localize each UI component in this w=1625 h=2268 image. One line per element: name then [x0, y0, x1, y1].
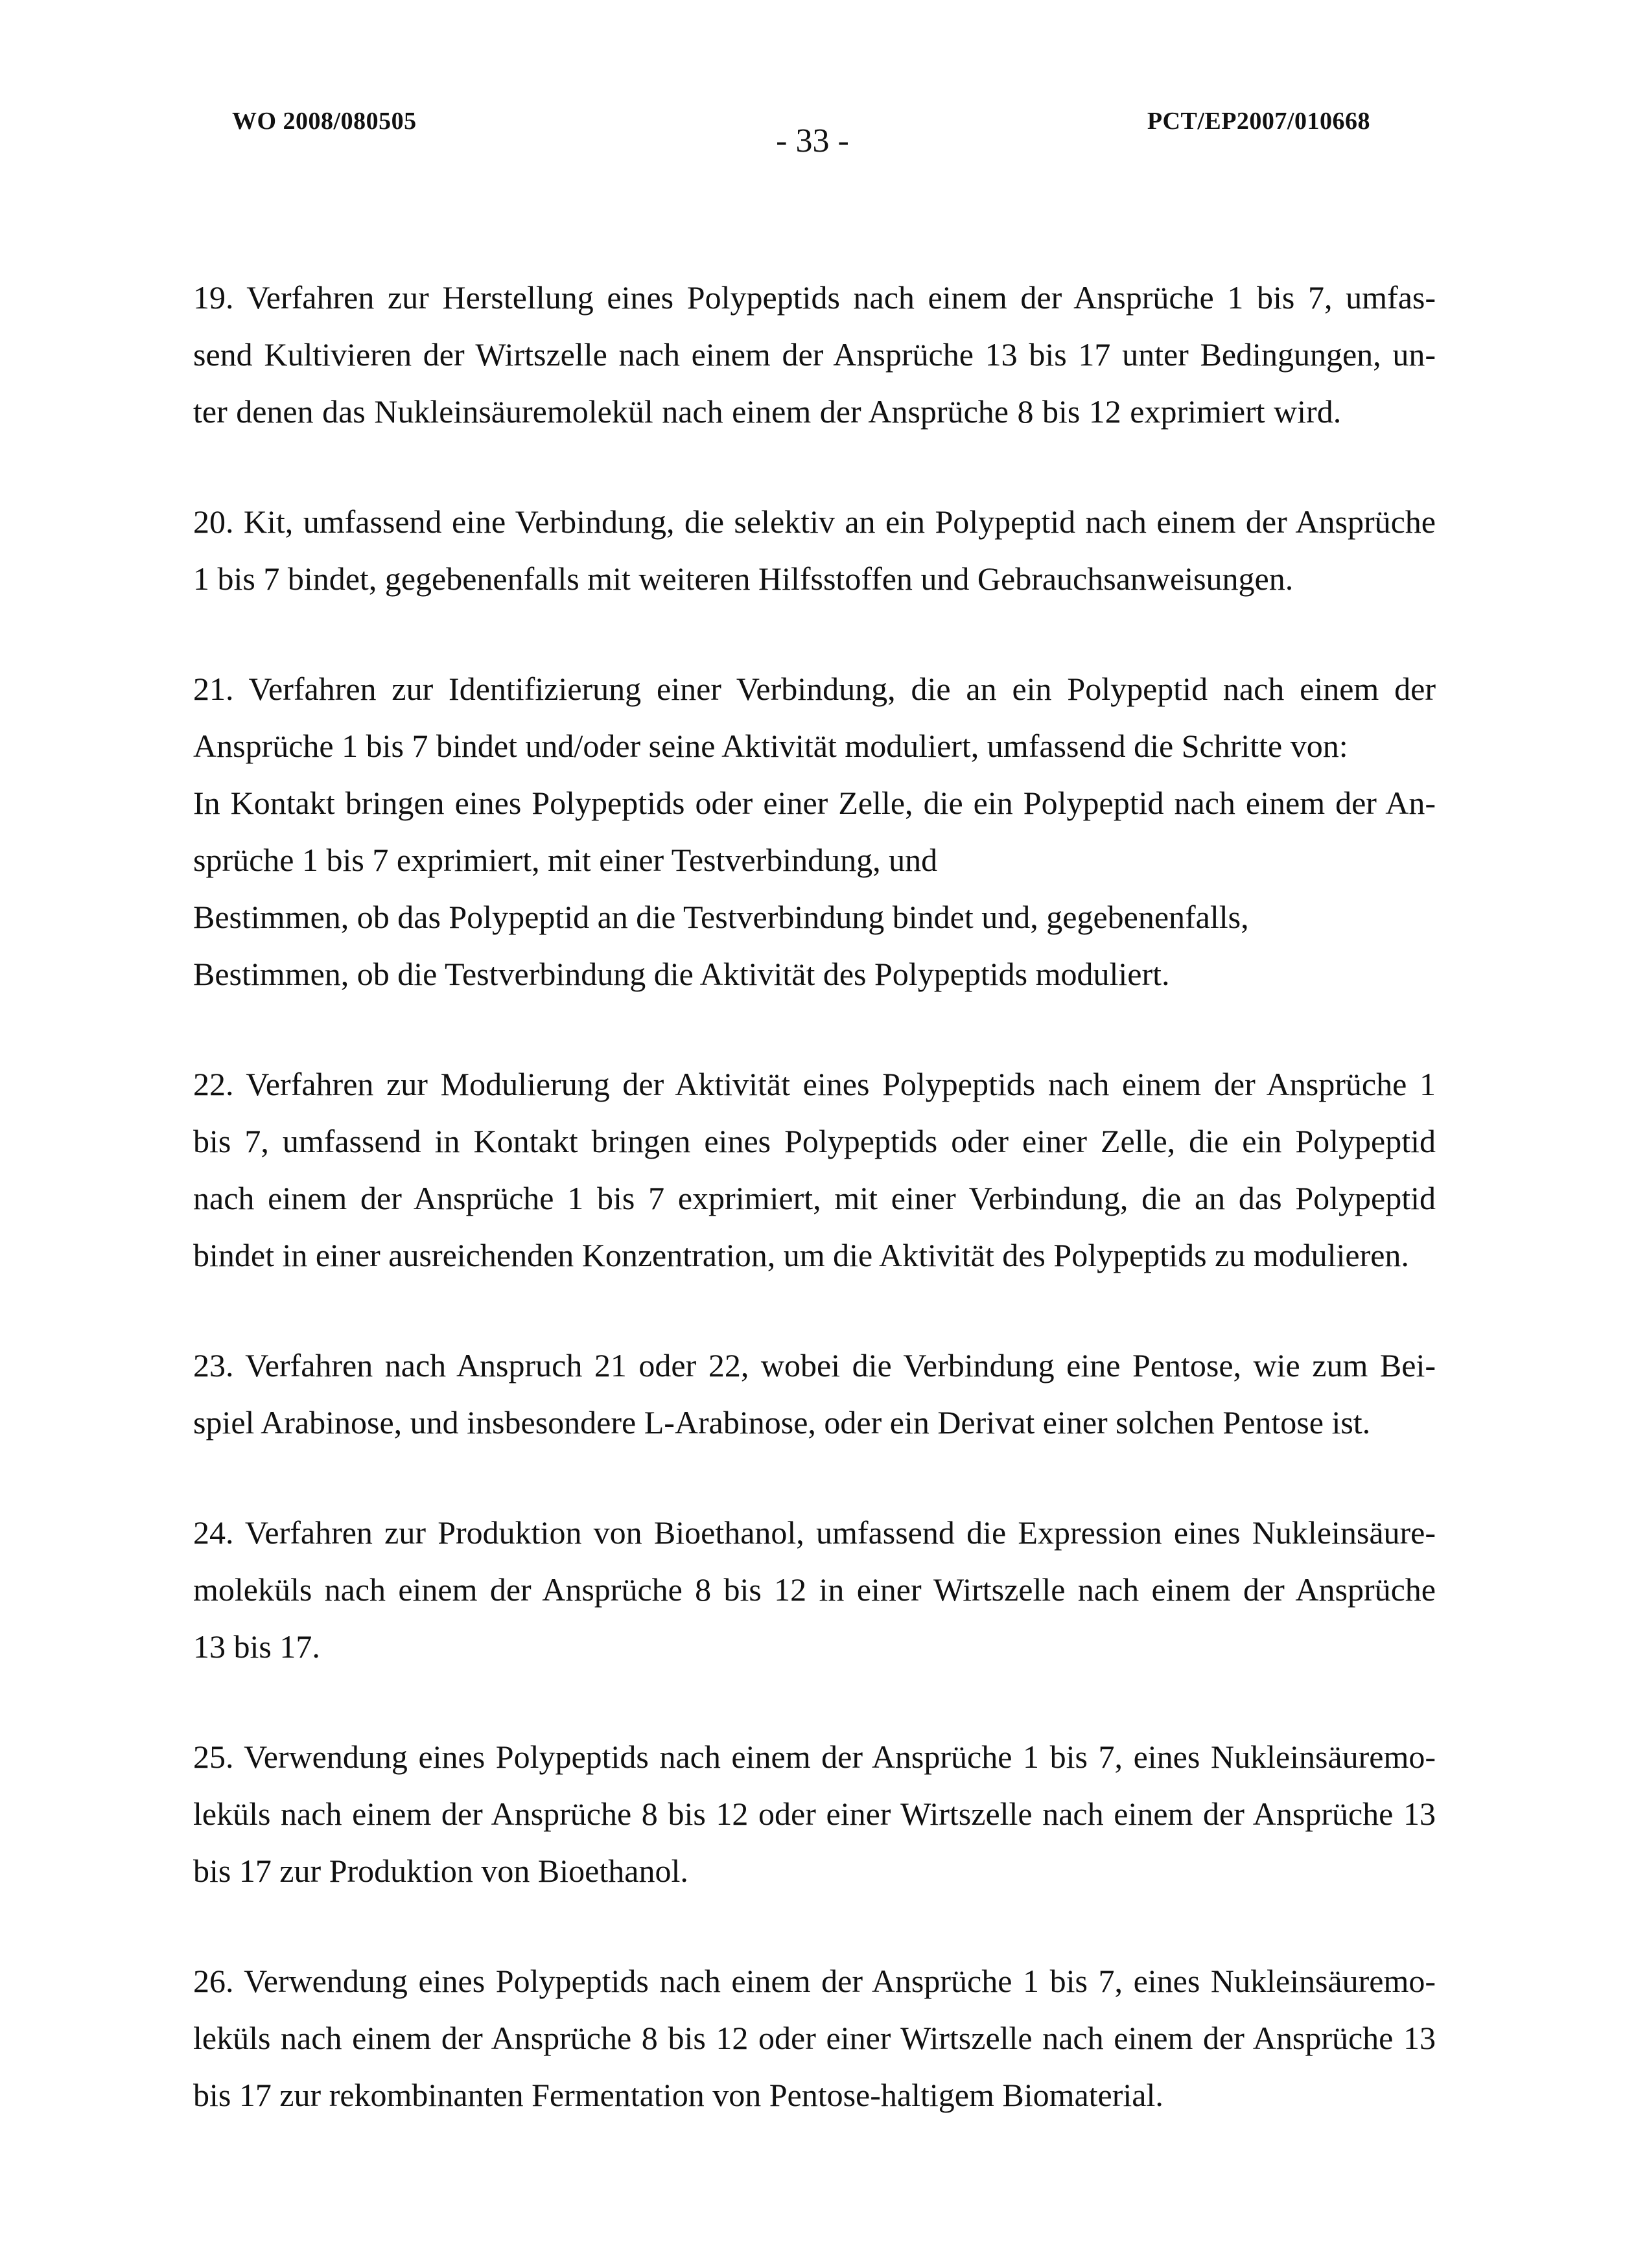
claim-line: bindet in einer ausreichenden Konzentration, um die Aktivität des Polypeptids zu modulieren.	[193, 1237, 1409, 1273]
claim-line: nach einem der Ansprüche 1 bis 7 exprimiert, mit einer Verbindung, die an das Polypeptid	[193, 1180, 1436, 1216]
claim-23	[193, 1337, 1436, 1451]
application-number: PCT/EP2007/010668	[1147, 108, 1370, 135]
publication-number: WO 2008/080505	[232, 108, 417, 135]
page-number: - 33 -	[776, 122, 849, 159]
claim-24	[193, 1504, 1436, 1675]
claim-line: Bestimmen, ob die Testverbindung die Aktivität des Polypeptids moduliert.	[193, 956, 1170, 992]
claim-line: leküls nach einem der Ansprüche 8 bis 12 oder einer Wirtszelle nach einem der Ansprüche 13	[193, 1796, 1436, 1832]
claim-line: 1 bis 7 bindet, gegebenenfalls mit weiteren Hilfsstoffen und Gebrauchsanweisungen.	[193, 561, 1294, 597]
claim-21	[193, 660, 1436, 1002]
claim-22	[193, 1056, 1436, 1284]
claim-line: 21. Verfahren zur Identifizierung einer Verbindung, die an ein Polypeptid nach einem der	[193, 671, 1436, 707]
claims-list	[193, 269, 1436, 2177]
claim-line: 22. Verfahren zur Modulierung der Aktivität eines Polypeptids nach einem der Ansprüche 1	[193, 1066, 1436, 1102]
claim-25	[193, 1728, 1436, 1899]
claim-line: 23. Verfahren nach Anspruch 21 oder 22, wobei die Verbindung eine Pentose, wie zum Bei-	[193, 1347, 1436, 1383]
claim-line: moleküls nach einem der Ansprüche 8 bis 12 in einer Wirtszelle nach einem der Ansprüche	[193, 1571, 1436, 1608]
claim-line: bis 7, umfassend in Kontakt bringen eines Polypeptids oder einer Zelle, die ein Polypeptid	[193, 1123, 1436, 1159]
claim-19	[193, 269, 1436, 440]
claim-line: ter denen das Nukleinsäuremolekül nach einem der Ansprüche 8 bis 12 exprimiert wird.	[193, 393, 1342, 430]
claim-line: leküls nach einem der Ansprüche 8 bis 12 oder einer Wirtszelle nach einem der Ansprüche 13	[193, 2020, 1436, 2056]
claim-line: 13 bis 17.	[193, 1628, 320, 1665]
claim-line: Bestimmen, ob das Polypeptid an die Testverbindung bindet und, gegebenenfalls,	[193, 899, 1249, 935]
claim-26	[193, 1952, 1436, 2123]
claim-line: In Kontakt bringen eines Polypeptids oder einer Zelle, die ein Polypeptid nach einem der An-	[193, 785, 1436, 821]
claim-line: spiel Arabinose, und insbesondere L-Arabinose, oder ein Derivat einer solchen Pentose ist.	[193, 1404, 1371, 1441]
claim-line: bis 17 zur Produktion von Bioethanol.	[193, 1853, 688, 1889]
claim-line: 19. Verfahren zur Herstellung eines Polypeptids nach einem der Ansprüche 1 bis 7, umfas-	[193, 279, 1436, 316]
claim-line: send Kultivieren der Wirtszelle nach einem der Ansprüche 13 bis 17 unter Bedingungen, un-	[193, 336, 1436, 373]
claim-line: 20. Kit, umfassend eine Verbindung, die selektiv an ein Polypeptid nach einem der Ansprüche	[193, 503, 1436, 540]
claim-20	[193, 493, 1436, 607]
claim-line: 26. Verwendung eines Polypeptids nach einem der Ansprüche 1 bis 7, eines Nukleinsäuremo-	[193, 1963, 1436, 1999]
claim-line: 24. Verfahren zur Produktion von Bioethanol, umfassend die Expression eines Nukleinsäure-	[193, 1514, 1436, 1551]
claim-line: 25. Verwendung eines Polypeptids nach einem der Ansprüche 1 bis 7, eines Nukleinsäuremo-	[193, 1739, 1436, 1775]
claim-line: bis 17 zur rekombinanten Fermentation von Pentose-haltigem Biomaterial.	[193, 2077, 1163, 2113]
claim-line: sprüche 1 bis 7 exprimiert, mit einer Testverbindung, und	[193, 842, 938, 878]
claim-line: Ansprüche 1 bis 7 bindet und/oder seine Aktivität moduliert, umfassend die Schritte von:	[193, 728, 1348, 764]
